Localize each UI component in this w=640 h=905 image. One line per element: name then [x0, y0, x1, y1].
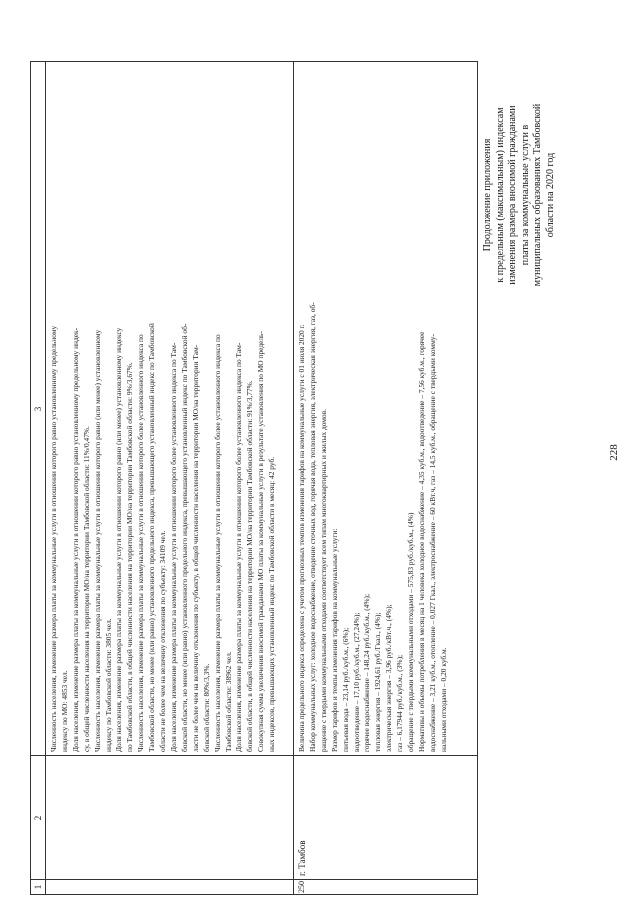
text-line: Доля населения, изменение размера платы за коммунальные услуги в отношении которого равно (или менее) установленному индексу — [114, 327, 124, 752]
row-divider — [293, 62, 294, 894]
text-line: тепловая энергия – 1924,61 руб./Гкал., (4%); — [373, 612, 383, 752]
heading-line: муниципальных образованиях Тамбовской — [532, 103, 543, 287]
text-line: бовской области, но менее (или равно) установленного предельного индекса, превышающего установленный индекс по Тамбовской об- — [179, 323, 189, 752]
text-line: водоотведение – 17,10 руб./куб.м., (27,24%); — [351, 612, 361, 752]
text-line: Численность населения, изменение размера платы за коммунальные услуги в отношении которого более установленного индекса по — [136, 334, 146, 752]
text-line: су, в общей численности населения на территории МО/на территории Тамбовской области: 11%/0,47%. — [81, 426, 91, 752]
text-line: ращение с твердыми коммунальными отходами соответствует всем типам многоквартирных и жилых домов. — [318, 409, 328, 752]
header-col-3: 3 — [33, 406, 43, 412]
text-line: бовской области, в общей численности населения на территории МО/на территории Тамбовской области: 91%/3,77%. — [245, 380, 255, 752]
heading-line: области на 2020 год — [544, 152, 556, 238]
text-line: Величина предельного индекса определена с учетом прогнозных темпов изменения тарифов на коммунальные услуги с 01 июля 2020 г. — [297, 324, 306, 752]
appendix-heading — [482, 70, 557, 320]
text-line: Численность населения, изменение размера платы за коммунальные услуги в отношении которого равно установленному предельному — [49, 325, 58, 752]
statistics-text — [49, 66, 278, 752]
text-line: бовской области: 80%/3,3%. — [201, 663, 211, 752]
text-line: Доля населения, изменение размера платы за коммунальные услуги в отношении которого равно установленному предельному индек- — [70, 327, 80, 752]
text-line: индексу по МО: 4853 чел. — [59, 670, 69, 752]
table-header-row — [31, 62, 46, 894]
text-line: Численность населения, изменение размера платы за коммунальные услуги в отношении которого равно (или менее) установленному — [92, 329, 102, 752]
text-line: электрическая энергия – 3,96 руб./кВт.ч., (4%); — [384, 604, 394, 752]
text-line: обращение с твердыми коммунальными отходами – 575,83 руб./куб.м., (4%) — [406, 512, 416, 752]
header-col-2: 2 — [33, 815, 43, 821]
heading-line: Продолжение приложения — [482, 138, 493, 252]
text-line: газ – 6,17944 руб./куб.м., (3%); — [395, 654, 405, 752]
text-line: Тамбовской области: 38962 чел. — [223, 651, 233, 752]
text-line: по Тамбовской области, в общей численности населения на территории МО/на территории Тамбовской области: 9%/3,67%. — [125, 362, 135, 752]
text-line: Нормативы и объемы потребления в месяц на 1 человека холодное водоснабжение – 4,35 куб.м., водоотведение – 7,56 куб.м., горячее — [416, 331, 426, 752]
data-table — [30, 61, 478, 895]
text-line: Доля населения, изменение размера платы за коммунальные услуги в отношении которого более установленного индекса по Там- — [234, 342, 244, 752]
text-line: Численность населения, изменение размера платы за коммунальные услуги в отношении которого более установленного индекса по — [212, 334, 222, 752]
text-line: Доля населения, изменение размера платы за коммунальные услуги в отношении которого более установленного индекса по Там- — [168, 342, 178, 752]
heading-line: изменения размера вносимой гражданами — [507, 105, 518, 285]
row-number: 250 — [297, 881, 306, 893]
text-line: Размер тарифов и темпы изменения тарифов на коммунальные услуги: — [329, 528, 339, 752]
column-divider — [31, 755, 477, 756]
text-line: горячее водоснабжение – 148,24 руб./куб.м., (4%); — [362, 593, 372, 752]
text-line: водоснабжение – 3,21 куб.м., отопление – 0,027 Гкал., электроснабжение – 60 кВт.ч, газ – 14,5 куб.м., обращение с твердыми комму- — [427, 334, 437, 752]
text-line: питьевая вода – 23,14 руб./куб.м., (6%); — [340, 627, 350, 752]
tariff-text — [297, 66, 450, 752]
text-line: ных индексов, превышающих установленный индекс по Тамбовской области в месяц: 42 руб. — [267, 456, 277, 752]
column-divider — [31, 879, 477, 880]
heading-line: платы за коммунальные услуги в — [519, 124, 531, 266]
heading-line: к предельным (максимальным) индексам — [494, 107, 506, 283]
header-col-1: 1 — [33, 884, 43, 890]
city-name: г. Тамбов — [297, 840, 307, 876]
text-line: Совокупная сумма увеличения вносимой гражданами МО платы за коммунальные услуги в результате установления по МО предель- — [256, 331, 266, 752]
text-line: области не более чем на величину отклонения по субъекту: 34109 чел. — [158, 530, 168, 752]
page-number: 228 — [608, 444, 620, 461]
text-line: Тамбовской области, но менее (или равно) установленного предельного индекса, превышающего установленный индекс по Тамбовской — [147, 323, 157, 752]
text-line: нальными отходами – 0,20 куб.м. — [438, 647, 448, 752]
text-line: индексу по Тамбовской области: 3805 чел. — [103, 618, 113, 752]
text-line: ласти не более чем на величину отклонения по субъекту, в общей численности населения на территории МО/на территории Там- — [190, 344, 200, 752]
text-line: Набор коммунальных услуг: холодное водоснабжение, отведение сточных вод, горячая вода, тепловая энергия, электрическая энергия, газ, об- — [307, 302, 317, 752]
